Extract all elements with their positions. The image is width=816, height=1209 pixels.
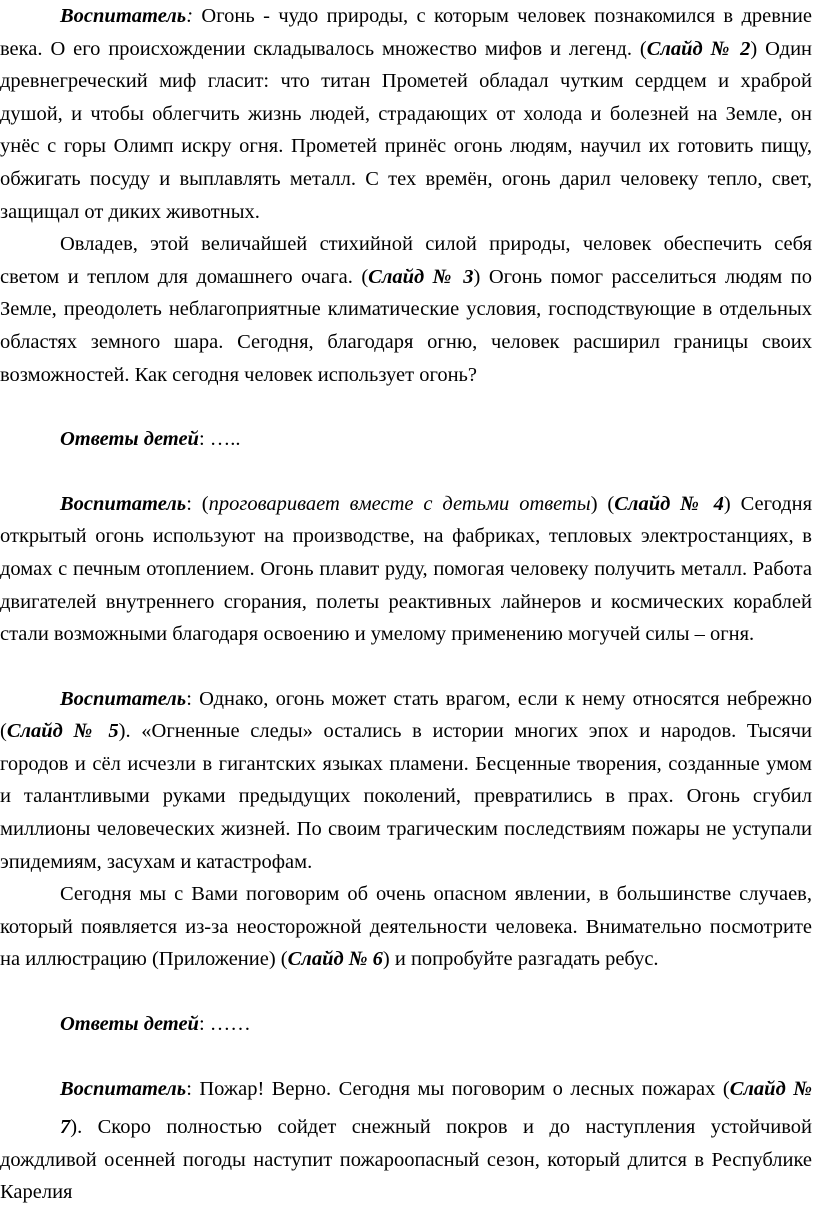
slide-reference: Слайд № 4 [614, 492, 724, 515]
slide-reference: Слайд № [729, 1077, 812, 1100]
slide-reference: Слайд № 2 [646, 37, 751, 60]
paragraph-text: ) и попробуйте разгадать ребус. [382, 948, 659, 971]
paragraph-text: : ( [186, 492, 209, 515]
stage-direction: проговаривает вместе с детьми ответы [208, 492, 591, 515]
paragraph-prometheus [0, 0, 812, 228]
speaker-label: Воспитатель [60, 687, 187, 710]
paragraph-text: : Однако, огонь может стать врагом, если к нему относятся небрежно ( [0, 687, 812, 743]
paragraph-rebus [0, 878, 812, 976]
speaker-label: Воспитатель [60, 1077, 187, 1100]
speaker-label: Ответы детей [60, 428, 199, 451]
paragraph-text: ) Огонь помог расселиться людям по Земле, преодолеть неблагоприятные климатические условия, господствующие в отдельных областях земного шара. Сегодня, благодаря огню, человек расширил границы своих возможностей. Как сегодня человек использует огонь? [0, 265, 812, 386]
paragraph-children-answers [0, 423, 812, 456]
paragraph-text: : Пожар! Верно. Сегодня мы поговорим о лесных пожарах ( [186, 1077, 730, 1100]
paragraph-text: : …… [198, 1013, 251, 1036]
slide-reference: Слайд № 3 [368, 265, 474, 288]
slide-number: 7 [60, 1116, 71, 1139]
paragraph-text: Овладев, этой величайшей стихийной силой природы, человек обеспечить себя светом и теплом для домашнего очага. ( [0, 233, 812, 288]
slide-reference: Слайд № 6 [287, 948, 383, 971]
paragraph-text: Сегодня мы с Вами поговорим об очень опасном явлении, в большинстве случаев, который появляется из-за неосторожной деятельности человека. Внимательно посмотрите на иллюстрацию (Приложение) ( [0, 883, 812, 971]
speaker-label: Ответы детей [60, 1013, 199, 1036]
paragraph-text: ) ( [590, 492, 615, 515]
speaker-colon: : [186, 5, 194, 27]
paragraph-fire-season [0, 1111, 812, 1209]
paragraph-fire-usage [0, 488, 812, 651]
paragraph-children-answers-2 [0, 1008, 812, 1041]
paragraph-fire-enemy [0, 683, 812, 879]
slide-reference: Слайд № 5 [6, 720, 119, 743]
paragraph-text: ). «Огненные следы» остались в истории многих эпох и народов. Тысячи городов и сёл исчезли в гигантских языках пламени. Бесценные творения, созданные умом и талантливыми руками предыдущих поколений, превратились в прах. Огонь сгубил миллионы человеческих жизней. По своим трагическим последствиям пожары не уступали эпидемиям, засухам и катастрофам. [0, 720, 812, 873]
paragraph-text: : ….. [198, 428, 241, 451]
paragraph-text: Огонь - чудо природы, с которым человек познакомился в древние века. О его происхождении складывалось множество мифов и легенд. ( [0, 5, 812, 60]
paragraph-text: ). Скоро полностью сойдет снежный покров и до наступления устойчивой дождливой осенней погоды наступит пожароопасный сезон, который длится в Республике Карелия [0, 1116, 812, 1204]
paragraph-text: ) Сегодня открытый огонь используют на производстве, на фабриках, тепловых электростанциях, в домах с печным отоплением. Огонь плавит руду, помогая человеку получить металл. Работа двигателей внутреннего сгорания, полеты реактивных лайнеров и космических кораблей стали возможными благодаря освоению и умелому применению могучей силы – огня. [0, 492, 812, 646]
paragraph-text: ) Один древнегреческий миф гласит: что титан Прометей обладал чутким сердцем и храброй душой, и чтобы облегчить жизнь людей, страдающих от холода и болезней на Земле, он унёс с горы Олимп искру огня. Прометей принёс огонь людям, научил их готовить пищу, обжигать посуду и выплавлять металл. С тех времён, огонь дарил человеку тепло, свет, защищал от диких животных. [0, 37, 813, 223]
speaker-label: Воспитатель [60, 492, 187, 515]
paragraph-forest-fires [0, 1073, 812, 1106]
paragraph-mastering-fire [0, 228, 812, 391]
speaker-label: Воспитатель [60, 5, 187, 27]
